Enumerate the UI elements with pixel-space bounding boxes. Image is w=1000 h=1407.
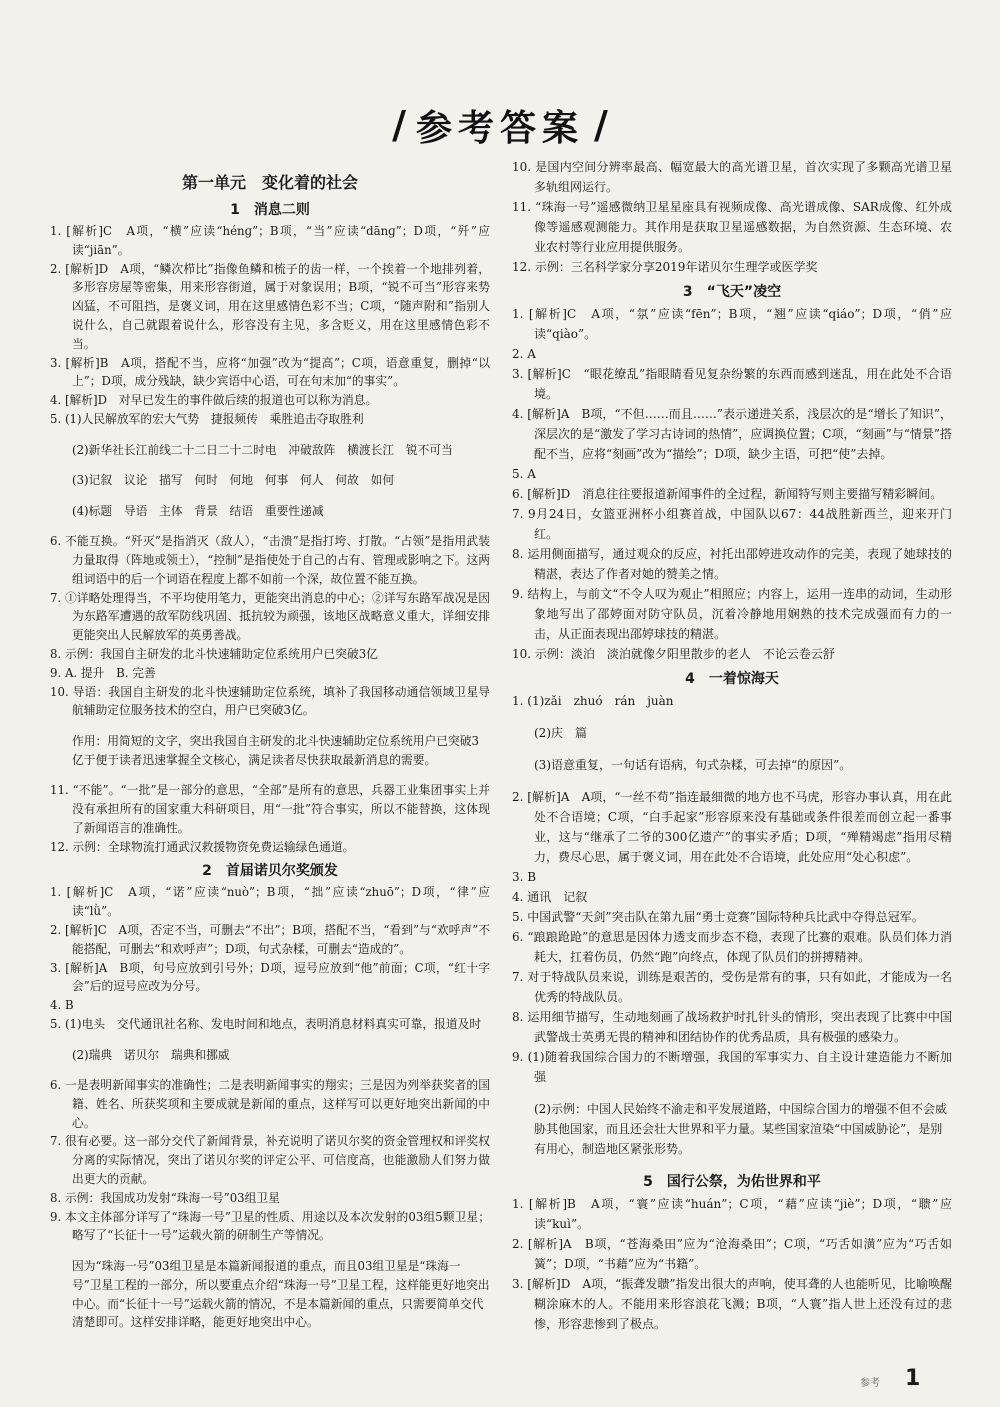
section-title-2: 2 首届诺贝尔奖颁发 — [202, 863, 338, 880]
answer-item: 3. [解析]A B项，句号应放到引号外；D项，逗号应放到“他”前面；C项，“红十字会”后的逗号应改为分号。 — [50, 960, 490, 994]
answer-item: 2. [解析]C A项，否定不当，可删去“不出”；B项，搭配不当，“看到”与“欢呼声”不能搭配，可删去“和欢呼声”；D项，句式杂糅，可删去“造成的”。 — [50, 923, 490, 956]
answer-item: 12. 示例：三名科学家分享2019年诺贝尔生理学或医学奖 — [512, 260, 818, 274]
answer-item: 12. 示例：全球物流打通武汉救援物资免费运输绿色通道。 — [50, 839, 355, 854]
answer-item: 7. 9月24日，女篮亚洲杯小组赛首战，中国队以67：44战胜新西兰，迎来开门红。 — [512, 507, 952, 541]
answer-item: 3. [解析]C “眼花缭乱”指眼睛看见复杂纷繁的东西而感到迷乱，用在此处不合语境。 — [512, 367, 952, 401]
answer-item: 8. 运用侧面描写，通过观众的反应，衬托出邵婷进攻动作的完美，表现了她球技的精湛，表达了作者对她的赞美之情。 — [512, 547, 952, 581]
answer-item: 3. [解析]B A项，搭配不当，应将“加强”改为“提高”；C项，语意重复，删掉“以上”；D项，成分残缺，缺少宾语中心语，可在句末加“的事实”。 — [50, 355, 490, 389]
slash-right-icon: / — [594, 103, 608, 147]
answer-item: 1. [解析]C A项，“诺”应读“nuò”；B项，“拙”应读“zhuō”；D项，“律”应读“lǜ”。 — [50, 885, 490, 919]
section-4-items — [512, 691, 952, 1159]
unit-title: 第一单元 变化着的社会 — [181, 173, 358, 192]
section-title-1: 1 消息二则 — [230, 202, 310, 218]
answer-item: 4. 通讯 记叙 — [512, 890, 588, 904]
answer-item: (2)新华社长江前线二十二日二十二时电 冲破敌阵 横渡长江 锐不可当 — [72, 442, 453, 457]
answer-item: 8. 示例：我国自主研发的北斗快速辅助定位系统用户已突破3亿 — [50, 646, 378, 661]
answer-item: 5. (1)人民解放军的宏大气势 捷报频传 乘胜追击夺取胜利 — [50, 411, 364, 426]
answer-item: (3)语意重复，一句话有语病，句式杂糅，可去掉“的原因”。 — [534, 758, 852, 772]
answer-item: 7. 对于特战队员来说，训练是艰苦的，受伤是常有的事，只有如此，才能成为一名优秀的特战队员。 — [512, 970, 952, 1004]
page-title: 参考答案 — [415, 107, 584, 149]
answer-item: 2. A — [512, 347, 536, 361]
page-number: 1 — [905, 1366, 921, 1391]
answer-item: 9. 结构上，与前文“不令人叹为观止”相照应；内容上，运用一连串的动词，生动形象地写出了邵婷面对防守队员，沉着冷静地用娴熟的技术完成强而有力的一击，从正面表现出邵婷球技的精湛。 — [512, 587, 952, 641]
answer-item: 10. 是国内空间分辨率最高、幅宽最大的高光谱卫星，首次实现了多颗高光谱卫星多轨组网运行。 — [512, 160, 952, 194]
answer-item: 10. 导语：我国自主研发的北斗快速辅助定位系统，填补了我国移动通信领域卫星导航辅助定位服务技术的空白，用户已突破3亿。 — [50, 684, 490, 718]
answer-item: 5. 中国武警“天剑”突击队在第九届“勇士竞赛”国际特种兵比武中夺得总冠军。 — [512, 910, 924, 924]
answer-item: (2)瑞典 诺贝尔 瑞典和挪威 — [72, 1047, 230, 1062]
answer-item: 2. [解析]A A项，“一丝不苟”指连最细微的地方也不马虎，形容办事认真，用在此处不合语境；C项，“白手起家”形容原来没有基础或条件很差而创立起一番事业，这与“继承了二爷的300亿遗产”的事实矛盾；D项，“殚精竭虑”指用尽精力，费尽心思，属于褒义词，用在此处不合语境，此处应用“处心积虑”。 — [512, 790, 952, 864]
section-title-5: 5 国行公祭，为佑世界和平 — [643, 1174, 821, 1190]
answer-item: (2)庆 篇 — [534, 726, 587, 740]
answer-key-banner — [385, 100, 615, 150]
answer-item: 4. B — [50, 998, 74, 1013]
right-column — [512, 157, 952, 1334]
answer-item: 6. [解析]D 消息往往要报道新闻事件的全过程，新闻特写则主要描写精彩瞬间。 — [512, 487, 943, 501]
answer-item: 9. A. 提升 B. 完善 — [50, 665, 156, 680]
answer-item: 6. “踉踉跄跄”的意思是因体力透支而步态不稳，表现了比赛的艰难。队员们体力消耗大，扛着伤员，仍然“跑”向终点，体现了队员们的拼搏精神。 — [512, 930, 952, 964]
answer-item: (2)示例：中国人民始终不渝走和平发展道路，中国综合国力的增强不但不会威胁其他国家，而且还会壮大世界和平力量。某些国家渲染“中国威胁论”，是别有用心，制造地区紧张形势。 — [534, 1102, 948, 1156]
answer-item: 4. [解析]D 对早已发生的事件做后续的报道也可以称为消息。 — [50, 393, 378, 408]
answer-item: 8. 示例：我国成功发射“珠海一号”03组卫星 — [50, 1190, 280, 1205]
section-title-3: 3 “飞天”凌空 — [682, 284, 782, 300]
answer-item: 9. 本文主体部分详写了“珠海一号”卫星的性质、用途以及本次发射的03组5颗卫星；略写了“长征十一号”运载火箭的研制生产等情况。 — [50, 1209, 490, 1243]
footer-label: 参考 — [860, 1378, 880, 1389]
answer-item: (4)标题 导语 主体 背景 结语 重要性递减 — [72, 503, 324, 518]
answer-item: 3. [解析]D A项，“振聋发聩”指发出很大的声响，使耳聋的人也能听见，比喻唤醒糊涂麻木的人。不能用来形容浪花飞溅；B项，“人寰”指人世上还没有过的悲惨，形容悲惨到了极点。 — [512, 1277, 952, 1331]
answer-item: 1. [解析]C A项，“氛”应读“fēn”；B项，“翘”应读“qiáo”；D项，“俏”应读“qiào”。 — [512, 307, 952, 341]
answer-item: (3)记叙 议论 描写 何时 何地 何事 何人 何故 如何 — [72, 473, 395, 488]
section-5-items — [512, 1194, 952, 1334]
section-title-4: 4 一着惊海天 — [685, 671, 779, 687]
section-2-items — [50, 883, 490, 1332]
slash-left-icon: / — [392, 103, 406, 147]
answer-item: 7. ①详略处理得当，不平均使用笔力，更能突出消息的中心；②详写东路军战况是因为东路军遭遇的敌军防线巩固、抵抗较为顽强，该地区战略意义重大，详细安排更能突出人民解放军的英勇善战。 — [50, 590, 490, 643]
answer-item: 1. (1)zǎi zhuó rán juàn — [512, 694, 674, 708]
answer-item: 3. B — [512, 870, 537, 884]
answer-item: 2. [解析]D A项，“鳞次栉比”指像鱼鳞和梳子的齿一样，一个挨着一个地排列着，多形容房屋等密集，用来形容街道，属于对象误用；B项，“锐不可当”形容来势凶猛，不可阻挡，是褒义词，用在这里感情色彩不当；C项，“随声附和”指别人说什么，自己就跟着说什么，形容没有主见，多含贬义，用在这里感情色彩不当。 — [50, 261, 490, 351]
section-1-items — [50, 222, 490, 856]
left-column — [50, 160, 490, 1344]
answer-item: 1. [解析]C A项，“横”应读“hénɡ”；B项，“当”应读“dānɡ”；D项，“歼”应读“jiān”。 — [50, 224, 490, 257]
answer-item: 10. 示例：淡泊 淡泊就像夕阳里散步的老人 不论云卷云舒 — [512, 647, 835, 661]
answer-item: 11. “不能”。“一批”是一部分的意思，“全部”是所有的意思，兵器工业集团事实上并没有承担所有的国家重大科研项目，用“一批”符合事实，所以不能替换，这体现了新闻语言的准确性。 — [50, 783, 490, 835]
answer-item: 1. [解析]B A项，“寰”应读“huán”；C项，“藉”应读“jiè”；D项，“聩”应读“kuì”。 — [512, 1197, 952, 1231]
answer-item: 作用：用简短的文字，突出我国自主研发的北斗快速辅助定位系统用户已突破3亿于便于读者迅速掌握全文核心，满足读者尽快获取最新消息的需要。 — [72, 733, 479, 767]
answer-item: 4. [解析]A B项，“不但……而且……”表示递进关系，浅层次的是“增长了知识”，深层次的是“激发了学习古诗词的热情”，应调换位置；C项，“刻画”与“情景”搭配不当，应将“刻画”改为“描绘”；D项，缺少主语，可把“使”去掉。 — [512, 407, 952, 461]
answer-item: 6. 不能互换。“歼灭”是指消灭（敌人），“击溃”是指打垮、打散。“占领”是指用武装力量取得（阵地或领土），“控制”是指使处于自己的占有、管理或影响之下。这两组词语中的后一个词语在程度上都不如前一个深，故位置不能互换。 — [50, 534, 490, 586]
section-3-items — [512, 304, 952, 664]
answer-item: 8. 运用细节描写，生动地刻画了战场救护时扎针头的情形，突出表现了比赛中中国武警战士英勇无畏的精神和团结协作的优秀品质，具有极强的感染力。 — [512, 1010, 952, 1044]
section-2-continued-items — [512, 157, 952, 277]
answer-item: 因为“珠海一号”03组卫星是本篇新闻报道的重点，而且03组卫星是“珠海一号”卫星工程的一部分，所以要重点介绍“珠海一号”卫星工程，这样能更好地突出中心。而“长征十一号”运载火箭的情况，不是本篇新闻的重点，只需要简单交代清楚即可。这样安排详略，能更好地突出中心。 — [72, 1259, 490, 1330]
answer-item: 5. (1)电头 交代通讯社名称、发电时间和地点，表明消息材料真实可靠，报道及时 — [50, 1016, 482, 1031]
answer-item: 2. [解析]A B项，“苍海桑田”应为“沧海桑田”；C项，“巧舌如潢”应为“巧舌如簧”；D项，“书藉”应为“书籍”。 — [512, 1237, 952, 1271]
answer-item: 11. “珠海一号”遥感微纳卫星星座具有视频成像、高光谱成像、SAR成像、红外成像等遥感观测能力。其作用是获取卫星遥感数据，为自然资源、生态环境、农业农村等行业应用提供服务。 — [512, 200, 952, 254]
answer-item: 7. 很有必要。这一部分交代了新闻背景，补充说明了诺贝尔奖的资金管理权和评奖权分离的实际情况，突出了诺贝尔奖的评定公平、可信度高，也能激励人们努力做出更大的贡献。 — [50, 1134, 490, 1187]
answer-item: 9. (1)随着我国综合国力的不断增强，我国的军事实力、自主设计建造能力不断加强 — [512, 1050, 952, 1084]
answer-item: 6. 一是表明新闻事实的准确性；二是表明新闻事实的翔实；三是因为列举获奖者的国籍、姓名、所获奖项和主要成就是新闻的重点，这样写可以更好地突出新闻的中心。 — [50, 1078, 490, 1130]
answer-item: 5. A — [512, 467, 536, 481]
